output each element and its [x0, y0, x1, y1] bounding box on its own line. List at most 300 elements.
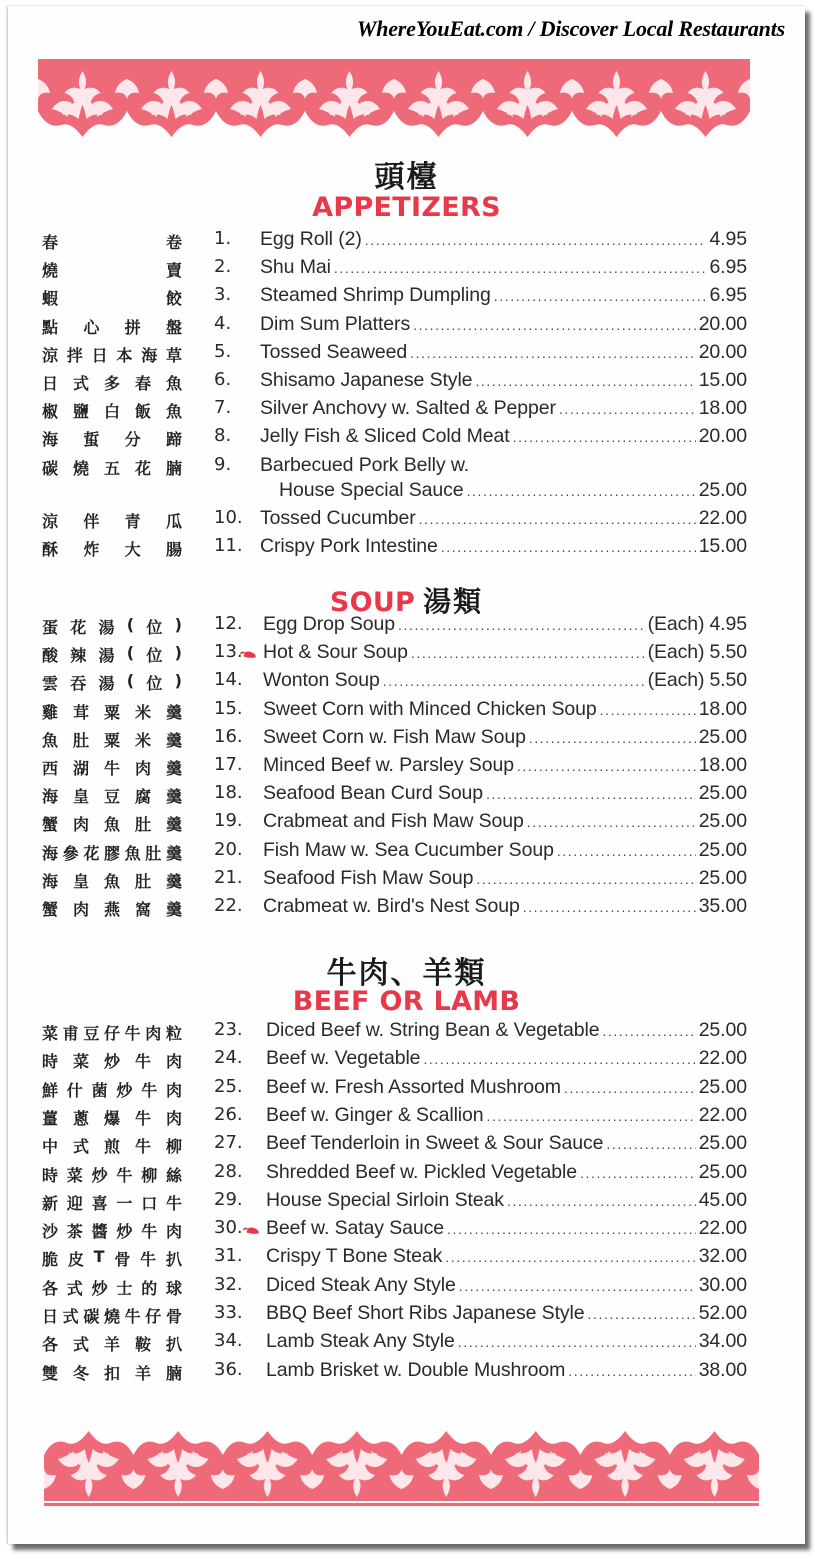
chinese-char: 炒: [91, 1278, 108, 1298]
chili-pepper-icon: [239, 650, 257, 660]
menu-item-chinese-name: [42, 1191, 182, 1214]
chinese-char: 魚: [165, 374, 182, 393]
chinese-char: 薑: [42, 1108, 59, 1128]
beef-lamb-title-en: BEEF OR LAMB: [292, 986, 521, 1017]
chinese-char: 飯: [134, 402, 151, 422]
menu-item-price: 45.00: [698, 1188, 747, 1211]
chinese-char: 蝦: [42, 289, 59, 309]
menu-item-number: 27.: [214, 1132, 243, 1154]
chinese-char: 燒: [72, 458, 89, 478]
chinese-char: 肉: [165, 1222, 182, 1242]
chinese-char: 點: [42, 317, 59, 337]
menu-item: [8, 1274, 805, 1302]
menu-item: [8, 698, 805, 726]
menu-item-name: Crispy Pork Intestine: [260, 535, 438, 557]
menu-item-number: 25.: [214, 1075, 243, 1097]
chinese-char: 新: [42, 1193, 59, 1213]
dot-leader: [557, 843, 696, 859]
menu-item-price: 25.00: [698, 782, 747, 805]
menu-item-price: 22.00: [698, 1103, 747, 1126]
chinese-char: 粒: [165, 1024, 182, 1043]
chinese-char: 牛: [124, 1307, 141, 1326]
menu-item-price: 25.00: [698, 1132, 747, 1155]
menu-item-name: Shisamo Japanese Style: [260, 369, 473, 391]
menu-item-name: Diced Steak Any Style: [266, 1273, 456, 1296]
menu-item-price-unit: (Each): [647, 669, 705, 692]
menu-item-number: 26.: [214, 1103, 243, 1125]
chinese-char: 粟: [103, 730, 120, 750]
menu-item-number: 21.: [214, 866, 243, 888]
menu-item-price: 4.95: [709, 613, 747, 635]
chinese-char: 海: [42, 787, 59, 807]
menu-item-price: 22.00: [698, 1047, 747, 1070]
chinese-char: 碳: [42, 458, 59, 478]
menu-item-price: 22.00: [698, 506, 747, 529]
menu-item-price: 6.95: [709, 256, 747, 279]
chinese-char: 牛: [134, 1108, 151, 1128]
menu-item-price: 25.00: [698, 1075, 747, 1098]
chinese-char: 肚: [134, 815, 151, 835]
chinese-char: 牛: [141, 1222, 158, 1242]
menu-item-number: 36.: [214, 1358, 243, 1380]
chinese-char: 鞍: [134, 1335, 151, 1355]
dot-leader: [517, 758, 696, 774]
chinese-char: 柳: [165, 1137, 182, 1157]
chinese-char: 肚: [134, 871, 151, 891]
menu-item-number: 1.: [214, 228, 232, 249]
dot-leader: [445, 1249, 695, 1265]
chinese-char: 菜: [66, 1165, 83, 1185]
menu-item-chinese-name: [42, 615, 182, 638]
chinese-char: 魚: [103, 871, 120, 891]
menu-item-price: 5.50: [709, 669, 747, 692]
menu-item-name: Shredded Beef w. Pickled Vegetable: [266, 1160, 577, 1183]
chinese-char: 鹽: [72, 402, 89, 422]
chinese-char: 炒: [116, 1222, 133, 1242]
dot-leader: [459, 1278, 696, 1294]
menu-item-number: 30.: [214, 1217, 243, 1239]
chinese-char: 肉: [165, 1052, 182, 1072]
menu-item-name: Egg Roll (2): [260, 228, 362, 250]
dot-leader: [475, 373, 695, 389]
menu-item: [8, 613, 805, 641]
chinese-char: 湯: [98, 646, 115, 666]
dot-leader: [494, 288, 707, 304]
menu-item-number: 8.: [214, 425, 232, 447]
chinese-char: 冬: [72, 1363, 89, 1383]
chinese-char: 羹: [165, 843, 182, 863]
menu-item-name: Lamb Brisket w. Double Mushroom: [266, 1358, 566, 1381]
menu-item-price: 25.00: [698, 1160, 747, 1183]
menu-item: [8, 726, 805, 754]
chinese-char: 羹: [165, 759, 182, 778]
menu-item-price: 52.00: [698, 1302, 747, 1324]
ornamental-border-bottom: [44, 1431, 759, 1509]
chinese-char: 腩: [165, 458, 182, 478]
chinese-char: 羹: [165, 787, 182, 807]
menu-item-number: 22.: [214, 895, 243, 916]
soup-title-en: SOUP: [329, 587, 416, 618]
dot-leader: [413, 317, 696, 333]
chinese-char: 碳: [83, 1307, 100, 1326]
menu-item-chinese-name: [42, 1078, 182, 1101]
menu-item-number: 34.: [214, 1330, 243, 1352]
menu-item-price: 20.00: [698, 425, 747, 448]
appetizers-heading-en: [8, 192, 805, 223]
chinese-char: 肚: [145, 843, 162, 863]
dot-leader: [476, 871, 695, 887]
chinese-char: 魚: [165, 402, 182, 422]
chinese-char: 海: [42, 843, 59, 863]
menu-item-price: 32.00: [698, 1245, 747, 1268]
chinese-char: 時: [42, 1165, 59, 1185]
menu-item: [8, 1189, 805, 1217]
appetizers-title-en: APPETIZERS: [312, 192, 501, 223]
menu-item-chinese-name: [42, 728, 182, 751]
chinese-char: 骨: [114, 1250, 131, 1270]
chinese-char: 牛: [140, 1250, 157, 1270]
dot-leader: [606, 1136, 695, 1152]
dot-leader: [447, 1221, 696, 1237]
menu-item: [8, 369, 805, 397]
chinese-char: 春: [134, 374, 151, 393]
dot-leader: [398, 617, 645, 633]
menu-item-price: 18.00: [698, 754, 747, 776]
menu-item-chinese-name: [42, 343, 182, 366]
menu-item: [8, 1359, 805, 1387]
chinese-char: 鮮: [42, 1080, 59, 1100]
menu-item-chinese-name: [42, 1247, 182, 1270]
menu-item: [8, 507, 805, 535]
chinese-char: 伴: [83, 511, 100, 531]
dot-leader: [487, 1108, 696, 1124]
chinese-char: 青: [124, 511, 141, 531]
chinese-char: 皇: [72, 871, 89, 891]
menu-item-chinese-name: [42, 286, 182, 309]
menu-item-name: Seafood Fish Maw Soup: [263, 866, 474, 889]
menu-item: [8, 782, 805, 810]
menu-item-chinese-name: [42, 671, 182, 694]
chinese-char: 拼: [124, 317, 141, 337]
chinese-char: 式: [72, 374, 89, 393]
menu-item: [8, 1019, 805, 1047]
menu-item: [8, 228, 805, 256]
dot-leader: [564, 1080, 696, 1096]
dot-leader: [559, 401, 696, 417]
menu-item-price: 35.00: [698, 895, 747, 917]
dot-leader: [486, 786, 696, 802]
chinese-char: 式: [62, 1307, 79, 1326]
dot-leader: [580, 1165, 696, 1181]
chinese-char: 羹: [165, 900, 182, 919]
chinese-char: 心: [83, 317, 100, 337]
chinese-char: 腐: [134, 787, 151, 807]
chinese-char: 肉: [72, 815, 89, 835]
menu-item: [8, 1217, 805, 1245]
chinese-char: (: [126, 671, 135, 691]
menu-item-name: Beef Tenderloin in Sweet & Sour Sauce: [266, 1132, 604, 1155]
chinese-char: 窩: [134, 900, 151, 919]
menu-item-price: 15.00: [698, 535, 747, 557]
chinese-char: 酸: [42, 646, 59, 666]
chinese-char: 羹: [165, 730, 182, 750]
menu-item: [8, 1104, 805, 1132]
menu-item: [8, 535, 805, 563]
chinese-char: 魚: [42, 730, 59, 750]
chinese-char: 蔥: [72, 1108, 89, 1128]
chili-pepper-icon: [242, 1226, 260, 1236]
menu-item-price: 25.00: [698, 725, 747, 748]
menu-item-chinese-name: [42, 784, 182, 807]
dot-leader: [467, 483, 696, 499]
chinese-char: 羹: [165, 871, 182, 891]
chinese-char: 卷: [165, 233, 182, 252]
menu-item: [8, 1076, 805, 1104]
menu-item-price: 25.00: [698, 1019, 747, 1041]
menu-item-number: 9.: [214, 453, 232, 475]
menu-item-number: 11.: [214, 535, 243, 556]
chinese-char: (: [126, 643, 135, 663]
menu-item: [8, 641, 805, 669]
chinese-char: 分: [124, 430, 141, 450]
chinese-char: 海: [42, 871, 59, 891]
chinese-char: 蛋: [42, 618, 59, 637]
dot-leader: [507, 1193, 696, 1209]
menu-item-name: Lamb Steak Any Style: [266, 1330, 455, 1353]
dot-leader: [423, 1051, 695, 1067]
chinese-char: 日: [42, 374, 59, 393]
menu-item: [8, 341, 805, 369]
chinese-char: 燒: [42, 261, 59, 281]
menu-item-number: 32.: [214, 1273, 243, 1295]
menu-item-chinese-name: [42, 456, 182, 479]
ornamental-border-top: [38, 59, 750, 137]
menu-item-name: Shu Mai: [260, 256, 331, 279]
menu-item-number: 7.: [214, 397, 232, 419]
chinese-char: 腩: [165, 1363, 182, 1383]
dot-leader: [365, 232, 707, 248]
menu-item-number: 15.: [214, 697, 243, 719]
chinese-char: 沙: [42, 1222, 59, 1242]
chinese-char: 粟: [103, 702, 120, 722]
chinese-char: 牛: [141, 1080, 158, 1100]
menu-item-name: Beef w. Satay Sauce: [266, 1217, 445, 1240]
menu-item-number: 17.: [214, 754, 243, 775]
dot-leader: [383, 673, 645, 689]
chinese-char: 瓜: [165, 511, 182, 531]
chinese-char: 賣: [165, 261, 182, 281]
chinese-char: 脆: [42, 1250, 59, 1270]
menu-item-chinese-name: [42, 812, 182, 835]
menu-item-name: Tossed Cucumber: [260, 506, 416, 529]
beef-lamb-title-cn: 牛肉、羊類: [326, 956, 487, 991]
chinese-char: 口: [141, 1193, 158, 1213]
chinese-char: 各: [42, 1278, 59, 1298]
chinese-char: 米: [134, 702, 151, 722]
chinese-char: 扒: [165, 1335, 182, 1355]
chinese-char: 位: [146, 646, 163, 666]
menu-item-chinese-name: [42, 258, 182, 281]
chinese-char: 牛: [134, 1137, 151, 1157]
chinese-char: 大: [124, 540, 141, 559]
menu-item-name: Silver Anchovy w. Salted & Pepper: [260, 397, 556, 420]
menu-item-number: 19.: [214, 810, 243, 832]
chinese-char: 本: [116, 345, 133, 365]
menu-item-price: 18.00: [698, 697, 747, 720]
chinese-char: 式: [66, 1278, 83, 1298]
dot-leader: [568, 1363, 695, 1379]
menu-item-name: Minced Beef w. Parsley Soup: [263, 754, 514, 776]
chinese-char: 醬: [91, 1222, 108, 1242]
menu-item-number: 3.: [214, 284, 232, 306]
chinese-char: 蟹: [42, 815, 59, 835]
menu-item-number: 18.: [214, 782, 243, 804]
menu-item-number: 12.: [214, 613, 243, 634]
appetizers-title-cn: 頭檯: [374, 160, 439, 195]
menu-item-price: 34.00: [698, 1330, 747, 1353]
menu-item-chinese-name: [42, 1021, 182, 1044]
menu-item: [8, 1047, 805, 1075]
menu-item-chinese-name: [42, 371, 182, 394]
menu-item-name: BBQ Beef Short Ribs Japanese Style: [266, 1302, 585, 1324]
chinese-char: 花: [70, 618, 87, 637]
chinese-char: 膠: [103, 843, 120, 863]
dot-leader: [441, 539, 696, 555]
menu-item-chinese-name: [42, 1361, 182, 1384]
menu-item: [8, 256, 805, 284]
chinese-char: 白: [103, 402, 120, 422]
menu-item-chinese-name: [42, 1106, 182, 1129]
chinese-char: 湯: [98, 618, 115, 637]
menu-item-chinese-name: [42, 1276, 182, 1299]
chinese-char: 肚: [72, 730, 89, 750]
menu-item-chinese-name: [42, 399, 182, 422]
chinese-char: 椒: [42, 402, 59, 422]
chinese-char: 酥: [42, 540, 59, 559]
menu-item-price: 25.00: [698, 838, 747, 861]
chinese-char: 蟹: [42, 900, 59, 919]
chinese-char: 士: [116, 1278, 133, 1298]
chinese-char: 西: [42, 759, 59, 778]
menu-item-name: Beef w. Vegetable: [266, 1047, 421, 1070]
chinese-char: 扣: [103, 1363, 120, 1383]
chinese-char: 羊: [103, 1335, 120, 1355]
chinese-char: 仔: [103, 1024, 120, 1043]
menu-item-name: Crispy T Bone Steak: [266, 1245, 443, 1268]
chinese-char: 拌: [66, 345, 83, 365]
chinese-char: 肉: [145, 1024, 162, 1043]
chinese-char: 炒: [91, 1165, 108, 1185]
chinese-char: 煎: [103, 1137, 120, 1157]
menu-item-chinese-name: [42, 869, 182, 892]
chinese-char: 仔: [145, 1307, 162, 1326]
menu-item: [8, 810, 805, 838]
chinese-char: 餃: [165, 289, 182, 309]
menu-item-number: 2.: [214, 256, 232, 278]
chinese-char: 茸: [72, 702, 89, 722]
menu-item-name: Steamed Shrimp Dumpling: [260, 284, 491, 307]
menu-item-name: Sweet Corn w. Fish Maw Soup: [263, 725, 526, 748]
menu-item-name: Wonton Soup: [263, 669, 380, 692]
menu-item: [8, 313, 805, 341]
menu-item-number: 5.: [214, 340, 232, 362]
menu-item: [8, 1302, 805, 1330]
menu-item-number: 31.: [214, 1245, 243, 1267]
dot-leader: [523, 899, 696, 915]
menu-item-price: 20.00: [698, 312, 747, 335]
chinese-char: 魚: [124, 843, 141, 863]
menu-item-chinese-name: [42, 897, 182, 920]
chinese-char: 一: [116, 1193, 133, 1213]
chinese-char: 茶: [66, 1222, 83, 1242]
menu-item-chinese-name: [42, 1049, 182, 1072]
chinese-char: 牛: [134, 1052, 151, 1072]
menu-item: [8, 1161, 805, 1189]
chinese-char: 雲: [42, 674, 59, 694]
dot-leader: [529, 730, 696, 746]
chinese-char: 草: [165, 345, 182, 365]
chinese-char: 五: [103, 458, 120, 478]
menu-item-chinese-name: [42, 1134, 182, 1157]
menu-item: [8, 1245, 805, 1273]
menu-item-number: 24.: [214, 1047, 243, 1069]
chinese-char: 豆: [83, 1024, 100, 1043]
chinese-char: 蹄: [165, 430, 182, 450]
chinese-char: 中: [42, 1137, 59, 1157]
chinese-char: 湯: [98, 674, 115, 694]
chinese-char: 皮: [67, 1250, 84, 1270]
menu-item-name: Tossed Seaweed: [260, 340, 408, 363]
chinese-char: 春: [42, 233, 59, 252]
chinese-char: 炸: [83, 540, 100, 559]
menu-item-chinese-name: [42, 1219, 182, 1242]
chinese-char: 海: [42, 430, 59, 450]
chinese-char: 羹: [165, 702, 182, 722]
menu-item-name: Dim Sum Platters: [260, 312, 411, 335]
menu-item-price: 20.00: [698, 340, 747, 363]
menu-item-name: Beef w. Ginger & Scallion: [266, 1103, 484, 1126]
menu-item-price: 30.00: [698, 1273, 747, 1296]
menu-item-price: 25.00: [698, 810, 747, 833]
menu-item-price: 15.00: [698, 369, 747, 391]
chinese-char: (: [126, 615, 135, 634]
dot-leader: [600, 702, 696, 718]
chinese-char: 涼: [42, 345, 59, 365]
dot-leader: [602, 1023, 695, 1039]
beef-lamb-heading-en: [8, 986, 805, 1017]
chinese-char: 爆: [103, 1108, 120, 1128]
menu-item-number: 14.: [214, 669, 243, 691]
chinese-char: 肉: [72, 900, 89, 919]
soup-title-cn: 湯類: [423, 585, 484, 618]
chinese-char: 日: [91, 345, 108, 365]
menu-item: [8, 754, 805, 782]
menu-item: [8, 397, 805, 425]
menu-item-name: Crabmeat w. Bird's Nest Soup: [263, 895, 520, 917]
menu-item: [8, 895, 805, 923]
menu-item: [8, 839, 805, 867]
chinese-char: 各: [42, 1335, 59, 1355]
chinese-char: 盤: [165, 317, 182, 337]
chinese-char: 燒: [103, 1307, 120, 1326]
menu-item: [8, 453, 805, 501]
chinese-char: ): [174, 615, 182, 634]
chinese-char: 肉: [134, 759, 151, 778]
chinese-char: 參: [62, 843, 79, 863]
menu-item: [8, 867, 805, 895]
menu-item-name: Seafood Bean Curd Soup: [263, 782, 484, 805]
menu-item-name: Barbecued Pork Belly w.: [260, 453, 470, 476]
